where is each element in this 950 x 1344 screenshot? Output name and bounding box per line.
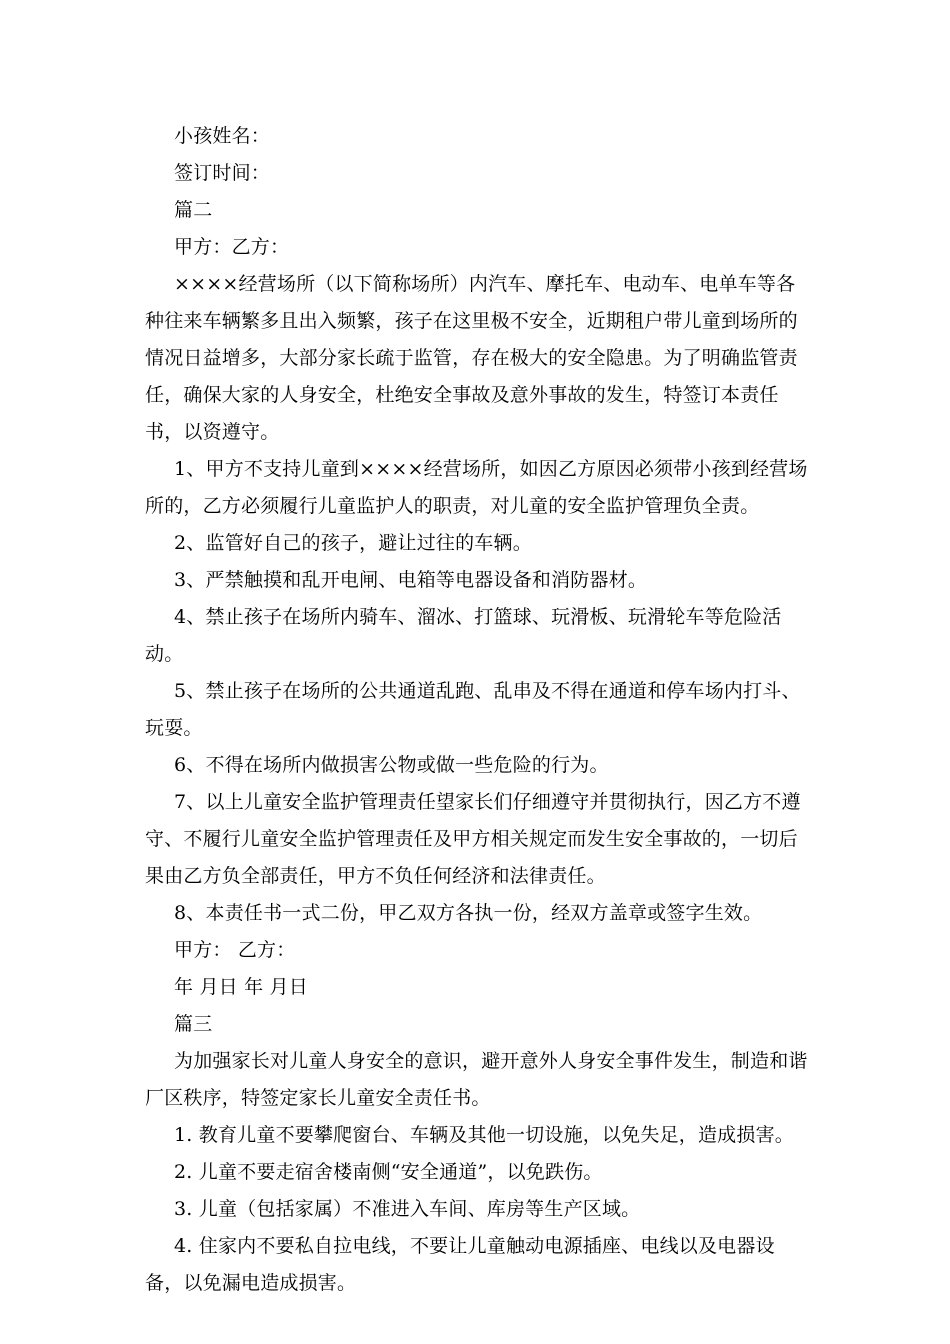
document-body xyxy=(145,118,810,1302)
section-3-item-1: 1. 教育儿童不要攀爬窗台、车辆及其他一切设施，以免失足，造成损害。 xyxy=(174,1124,794,1146)
signature-date-line: 年 月日 年 月日 xyxy=(174,976,308,998)
section-3-item-4: 4. 住家内不要私自拉电线，不要让儿童触动电源插座、电线以及电器设备，以免漏电造成损害。 xyxy=(145,1235,775,1294)
parties-line: 甲方：乙方： xyxy=(174,236,290,258)
clause-1: 1、甲方不支持儿童到××××经营场所，如因乙方原因必须带小孩到经营场所的，乙方必须履行儿童监护人的职责，对儿童的安全监护管理负全责。 xyxy=(145,458,808,517)
section-heading-2: 篇二 xyxy=(174,199,213,221)
clause-8: 8、本责任书一式二份，甲乙双方各执一份，经双方盖章或签字生效。 xyxy=(174,902,763,924)
clause-6: 6、不得在场所内做损害公物或做一些危险的行为。 xyxy=(174,754,609,776)
section-3-item-3: 3. 儿童（包括家属）不准进入车间、库房等生产区域。 xyxy=(174,1198,641,1220)
clause-7: 7、以上儿童安全监护管理责任望家长们仔细遵守并贯彻执行，因乙方不遵守、不履行儿童安全监护管理责任及甲方相关规定而发生安全事故的，一切后果由乙方负全部责任，甲方不负任何经济和法律责任。 xyxy=(145,791,801,887)
signing-date-line: 签订时间： xyxy=(174,162,271,184)
clause-5: 5、禁止孩子在场所的公共通道乱跑、乱串及不得在通道和停车场内打斗、玩耍。 xyxy=(145,680,801,739)
child-name-line: 小孩姓名： xyxy=(174,125,271,147)
clause-2: 2、监管好自己的孩子，避让过往的车辆。 xyxy=(174,532,532,554)
intro-paragraph: ××××经营场所（以下简称场所）内汽车、摩托车、电动车、电单车等各种往来车辆繁多且出入频繁，孩子在这里极不安全，近期租户带儿童到场所的情况日益增多，大部分家长疏于监管，存在极大的安全隐患。为了明确监管责任，确保大家的人身安全，杜绝安全事故及意外事故的发生，特签订本责任书，以资遵守。 xyxy=(145,273,798,443)
section-3-item-2: 2. 儿童不要走宿舍楼南侧“安全通道”，以免跌伤。 xyxy=(174,1161,603,1183)
section-3-intro: 为加强家长对儿童人身安全的意识，避开意外人身安全事件发生，制造和谐厂区秩序，特签定家长儿童安全责任书。 xyxy=(145,1050,808,1109)
section-heading-3: 篇三 xyxy=(174,1013,213,1035)
clause-4: 4、禁止孩子在场所内骑车、溜冰、打篮球、玩滑板、玩滑轮车等危险活动。 xyxy=(145,606,782,665)
clause-3: 3、严禁触摸和乱开电闸、电箱等电器设备和消防器材。 xyxy=(174,569,648,591)
signature-parties-line: 甲方： 乙方： xyxy=(174,939,296,961)
